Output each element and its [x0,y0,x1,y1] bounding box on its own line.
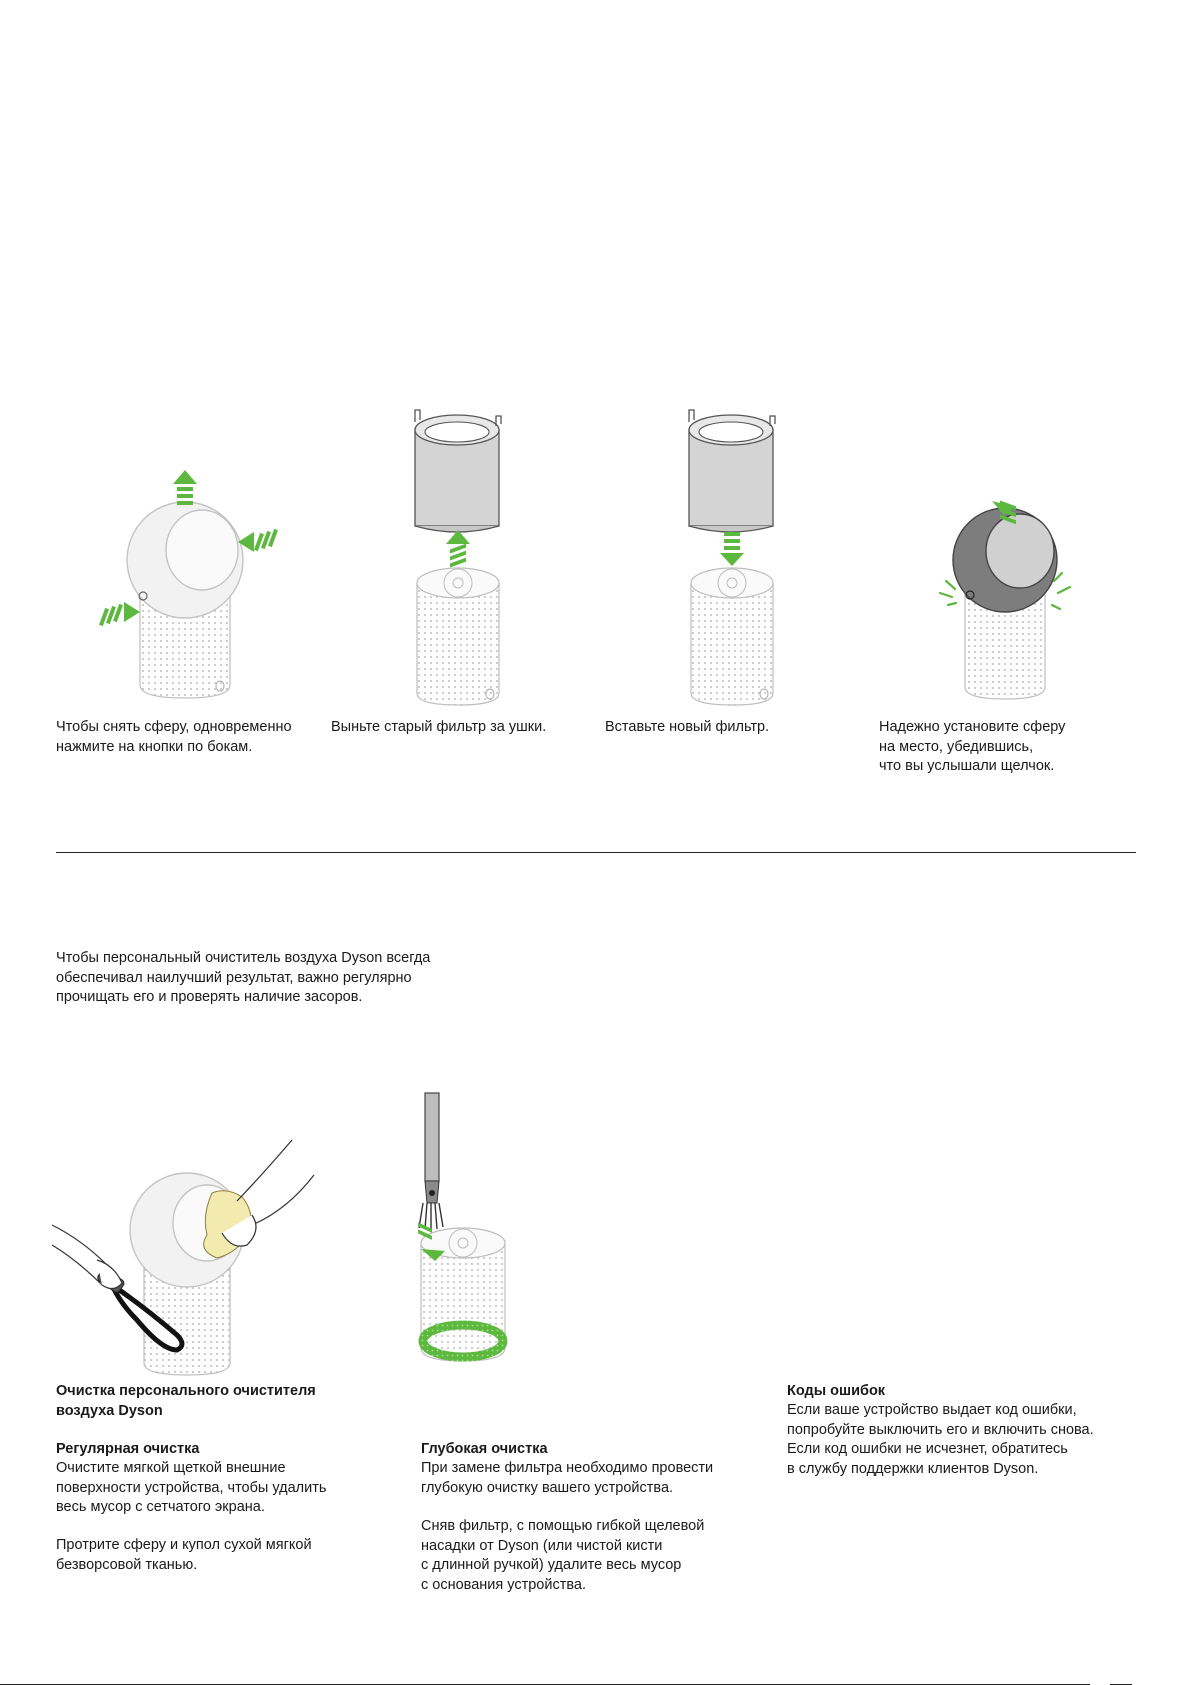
arrow-down-icon [720,532,744,566]
step2-illustration [410,408,520,708]
deep-cleaning-illustration [415,1093,525,1363]
intro-text: Чтобы персональный очиститель воздуха Dyson всегда обеспечивал наилучший результат, важно регулярно прочищать его и проверять наличие засоров. [56,950,431,1005]
arrow-left-icon [238,529,278,552]
step1-caption: Чтобы снять сферу, одновременно нажмите на кнопки по бокам. [56,719,292,755]
error-codes-heading: Коды ошибок [787,1383,886,1399]
error-codes-text: Если ваше устройство выдает код ошибки, попробуйте выключить его и включить снова. Если код ошибки не исчезнет, обратитесь в службу поддержки клиентов Dyson. [787,1402,1094,1477]
regular-cleaning-text-2: Протрите сферу и купол сухой мягкой безворсовой тканью. [56,1537,312,1573]
arrow-up-icon [446,530,470,567]
regular-cleaning-text: Очистите мягкой щеткой внешние поверхности устройства, чтобы удалить весь мусор с сетчатого экрана. [56,1460,327,1515]
step3-illustration [684,408,794,708]
deep-cleaning-text-2: Сняв фильтр, с помощью гибкой щелевой насадки от Dyson (или чистой кисти с длинной ручкой) удалите весь мусор с основания устройства. [421,1518,705,1593]
deep-cleaning-heading: Глубокая очистка [421,1441,548,1457]
arrow-right-icon [99,602,140,626]
step4-illustration [930,475,1080,705]
step2-caption: Выньте старый фильтр за ушки. [331,719,547,735]
section-divider [56,852,1136,853]
regular-cleaning-illustration [52,1135,322,1380]
cleaning-title: Очистка персонального очистителя воздуха Dyson [56,1383,316,1419]
regular-cleaning-heading: Регулярная очистка [56,1441,200,1457]
step3-caption: Вставьте новый фильтр. [605,719,770,735]
deep-cleaning-text: При замене фильтра необходимо провести глубокую очистку вашего устройства. [421,1460,714,1496]
step1-illustration [80,470,300,705]
step4-caption: Надежно установите сферу на место, убедившись, что вы услышали щелчок. [879,719,1066,774]
arrow-up-icon [173,470,197,505]
